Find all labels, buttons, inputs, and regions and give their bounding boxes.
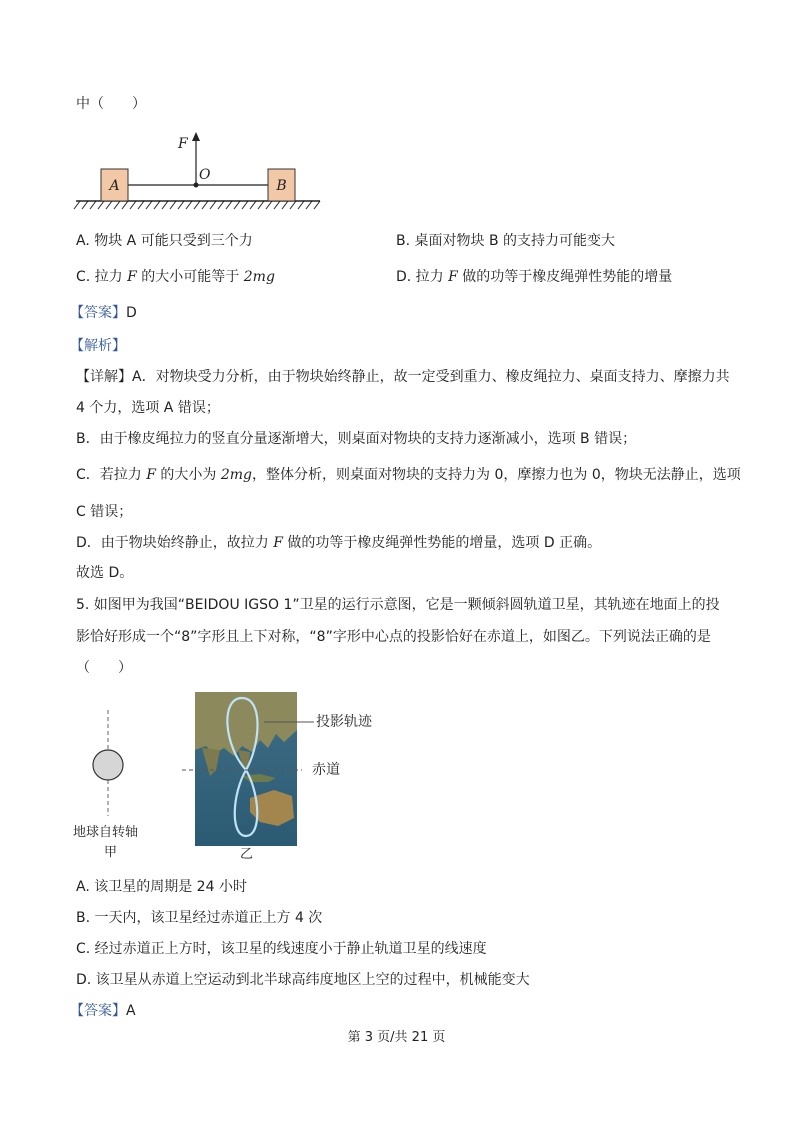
point-o-label: O: [199, 167, 211, 183]
q5-stem-line1: 5. 如图甲为我国“BEIDOU IGSO 1”卫星的运行示意图，它是一颗倾斜圆轨道卫星，其轨迹在地面上的投: [76, 597, 720, 613]
block-a-label: A: [109, 178, 120, 194]
q4-detail-d: D．由于物块始终静止，故拉力 F 做的功等于橡皮绳弹性势能的增量，选项 D 正确。: [76, 535, 602, 551]
q4-option-c: C. 拉力 F 的大小可能等于 2mg: [76, 269, 275, 285]
track-label: 投影轨迹: [316, 714, 372, 730]
axis-label: 地球自转轴: [73, 825, 139, 840]
q4-detail-b: B．由于橡皮绳拉力的竖直分量逐渐增大，则桌面对物块的支持力逐渐减小，选项 B 错误；: [76, 431, 637, 447]
q5-stem-line2: 影恰好形成一个“8”字形且上下对称，“8”字形中心点的投影恰好在赤道上，如图乙。下列说法正确的是: [76, 629, 711, 645]
q5-figure-jia: [70, 708, 160, 818]
q5-option-c: C. 经过赤道正上方时，该卫星的线速度小于静止轨道卫星的线速度: [76, 941, 487, 957]
q5-option-d: D. 该卫星从赤道上空运动到北半球高纬度地区上空的过程中，机械能变大: [76, 972, 530, 988]
q4-figure: [70, 126, 330, 216]
q4-detail-a2: 4 个力，选项 A 错误；: [76, 400, 220, 416]
q5-answer: 【答案】A: [70, 1003, 136, 1019]
q4-detail-c: C．若拉力 F 的大小为 2mg，整体分析，则桌面对物块的支持力为 0，摩擦力也为 0，物块无法静止，选项: [76, 467, 741, 483]
q4-analysis-tag: 【解析】: [70, 338, 126, 354]
equator-label: 赤道: [312, 762, 340, 778]
block-b-label: B: [276, 178, 287, 194]
fig-yi-label: 乙: [240, 847, 254, 862]
fig-jia-label: 甲: [104, 845, 118, 860]
q4-option-b: B. 桌面对物块 B 的支持力可能变大: [396, 233, 616, 249]
q4-option-d: D. 拉力 F 做的功等于橡皮绳弹性势能的增量: [396, 269, 673, 285]
q4-answer: 【答案】D: [70, 305, 137, 321]
q4-detail-a1: 【详解】A．对物块受力分析，由于物块始终静止，故一定受到重力、橡皮绳拉力、桌面支持力、摩擦力共: [76, 369, 730, 385]
earth-circle: [93, 750, 123, 780]
force-label: F: [178, 136, 188, 152]
page-footer: 第 3 页/共 21 页: [347, 1030, 446, 1045]
q4-detail-c2: C 错误；: [76, 504, 133, 520]
q5-option-a: A. 该卫星的周期是 24 小时: [76, 879, 247, 895]
q5-option-b: B. 一天内，该卫星经过赤道正上方 4 次: [76, 910, 323, 926]
q4-stem-tail: 中（ ）: [76, 96, 146, 112]
q5-stem-line3: （ ）: [76, 660, 132, 676]
q4-option-a: A. 物块 A 可能只受到三个力: [76, 233, 253, 249]
q4-conclusion: 故选 D。: [76, 565, 134, 581]
